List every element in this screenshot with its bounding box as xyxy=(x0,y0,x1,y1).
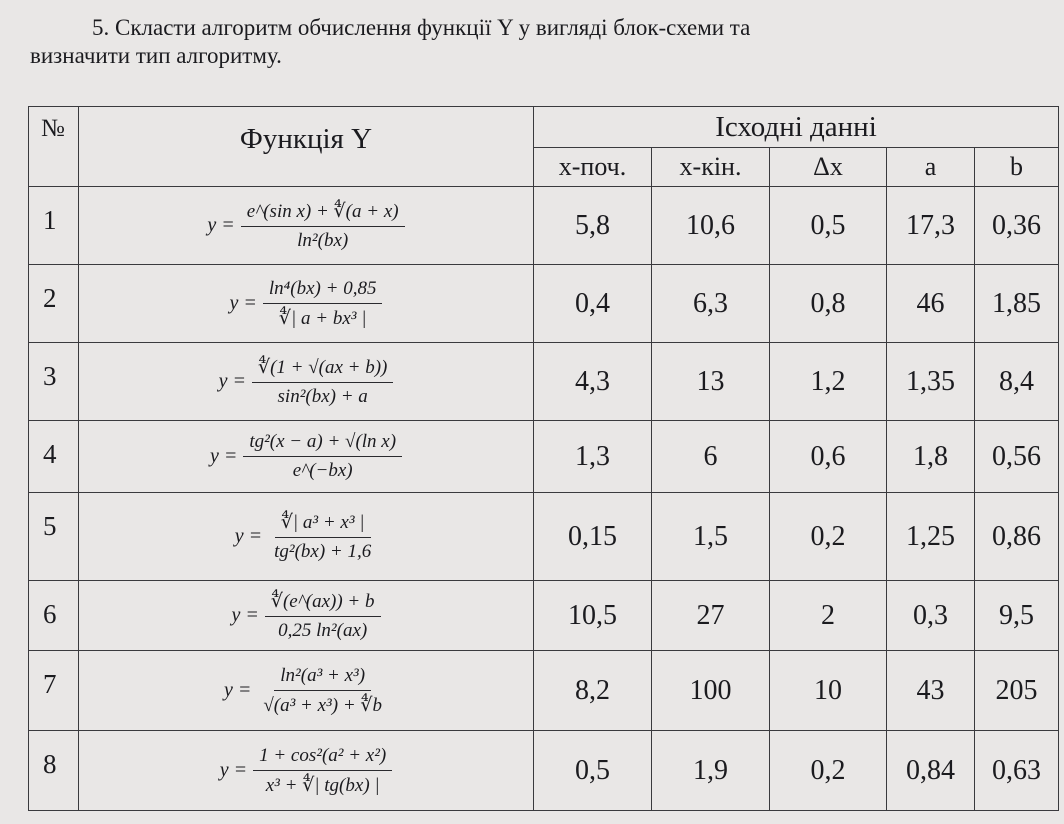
a-value: 1,8 xyxy=(887,421,975,493)
formula-lhs: y = xyxy=(231,604,259,626)
header-a: a xyxy=(887,148,975,187)
x-end-value: 6 xyxy=(652,421,770,493)
formula-lhs: y = xyxy=(229,292,257,314)
formula-cell xyxy=(79,265,534,343)
formula-cell xyxy=(79,493,534,581)
x-start-value: 0,5 xyxy=(534,731,652,811)
x-start-value: 1,3 xyxy=(534,421,652,493)
header-x-end: х-кін. xyxy=(652,148,770,187)
formula-numerator: 1 + cos²(a² + x²) xyxy=(253,745,392,771)
x-start-value: 0,15 xyxy=(534,493,652,581)
formula-numerator: ∜(1 + √(ax + b)) xyxy=(252,356,393,383)
table-row xyxy=(29,651,1059,731)
formula-denominator: sin²(bx) + a xyxy=(277,385,368,407)
table-row xyxy=(29,343,1059,421)
x-end-value: 27 xyxy=(652,581,770,651)
task-line-2: визначити тип алгоритму. xyxy=(30,43,282,68)
dx-value: 0,5 xyxy=(770,187,887,265)
header-dx: Δх xyxy=(770,148,887,187)
fraction xyxy=(241,200,405,252)
table-row xyxy=(29,581,1059,651)
x-end-value: 13 xyxy=(652,343,770,421)
row-number: 6 xyxy=(29,581,79,651)
task-statement xyxy=(30,14,1030,70)
a-value: 17,3 xyxy=(887,187,975,265)
dx-value: 10 xyxy=(770,651,887,731)
formula xyxy=(79,431,533,482)
formula-numerator: ∜| a³ + x³ | xyxy=(275,511,371,538)
dx-value: 1,2 xyxy=(770,343,887,421)
table-row xyxy=(29,187,1059,265)
a-value: 43 xyxy=(887,651,975,731)
dx-value: 0,8 xyxy=(770,265,887,343)
b-value: 0,56 xyxy=(975,421,1059,493)
dx-value: 2 xyxy=(770,581,887,651)
formula xyxy=(79,511,533,563)
a-value: 1,35 xyxy=(887,343,975,421)
x-end-value: 100 xyxy=(652,651,770,731)
row-number: 5 xyxy=(29,493,79,581)
b-value: 1,85 xyxy=(975,265,1059,343)
row-number: 4 xyxy=(29,421,79,493)
table-row xyxy=(29,265,1059,343)
header-function: Функція Y xyxy=(79,107,534,187)
formula xyxy=(79,200,533,252)
formula xyxy=(79,590,533,642)
formula-denominator: ∜| a + bx³ | xyxy=(278,307,367,329)
x-start-value: 4,3 xyxy=(534,343,652,421)
formula-denominator: tg²(bx) + 1,6 xyxy=(274,540,372,562)
formula-cell xyxy=(79,421,534,493)
formula-lhs: y = xyxy=(219,759,248,781)
table-row xyxy=(29,493,1059,581)
formula-numerator: ln⁴(bx) + 0,85 xyxy=(263,278,383,304)
row-number: 7 xyxy=(29,651,79,731)
b-value: 9,5 xyxy=(975,581,1059,651)
table-row xyxy=(29,421,1059,493)
x-start-value: 10,5 xyxy=(534,581,652,651)
formula-numerator: e^(sin x) + ∜(a + x) xyxy=(241,200,405,227)
table-row xyxy=(29,731,1059,811)
fraction xyxy=(268,511,377,563)
fraction xyxy=(243,431,402,482)
formula-denominator: e^(−bx) xyxy=(292,460,353,481)
dx-value: 0,6 xyxy=(770,421,887,493)
formula-cell xyxy=(79,187,534,265)
x-start-value: 5,8 xyxy=(534,187,652,265)
header-source-data: Ісходні данні xyxy=(534,107,1059,148)
x-end-value: 6,3 xyxy=(652,265,770,343)
formula-lhs: y = xyxy=(234,525,263,547)
fraction xyxy=(257,665,388,717)
formula xyxy=(79,665,533,717)
b-value: 0,36 xyxy=(975,187,1059,265)
header-b: b xyxy=(975,148,1059,187)
row-number: 3 xyxy=(29,343,79,421)
fraction xyxy=(265,590,381,642)
formula-cell xyxy=(79,651,534,731)
header-number: № xyxy=(29,107,79,187)
fraction xyxy=(253,745,392,797)
dx-value: 0,2 xyxy=(770,731,887,811)
x-end-value: 1,9 xyxy=(652,731,770,811)
formula-denominator: 0,25 ln²(ax) xyxy=(278,619,368,641)
formula xyxy=(79,278,533,330)
formula-lhs: y = xyxy=(218,370,246,392)
header-x-start: х-поч. xyxy=(534,148,652,187)
formula xyxy=(79,745,533,797)
row-number: 2 xyxy=(29,265,79,343)
row-number: 1 xyxy=(29,187,79,265)
a-value: 1,25 xyxy=(887,493,975,581)
variants-table xyxy=(28,106,1059,811)
formula-numerator: ln²(a³ + x³) xyxy=(274,665,371,691)
x-start-value: 8,2 xyxy=(534,651,652,731)
a-value: 0,84 xyxy=(887,731,975,811)
fraction xyxy=(252,356,393,408)
x-end-value: 1,5 xyxy=(652,493,770,581)
x-end-value: 10,6 xyxy=(652,187,770,265)
b-value: 8,4 xyxy=(975,343,1059,421)
formula-cell xyxy=(79,343,534,421)
fraction xyxy=(263,278,383,330)
formula-denominator: ln²(bx) xyxy=(297,229,349,251)
a-value: 46 xyxy=(887,265,975,343)
x-start-value: 0,4 xyxy=(534,265,652,343)
formula-cell xyxy=(79,731,534,811)
b-value: 0,63 xyxy=(975,731,1059,811)
row-number: 8 xyxy=(29,731,79,811)
formula-lhs: y = xyxy=(223,679,252,701)
formula-numerator: ∜(e^(ax)) + b xyxy=(265,590,381,617)
formula-cell xyxy=(79,581,534,651)
dx-value: 0,2 xyxy=(770,493,887,581)
task-line-1: 5. Скласти алгоритм обчислення функції Y у вигляді блок-схеми та xyxy=(92,15,751,40)
formula-numerator: tg²(x − a) + √(ln x) xyxy=(243,431,402,457)
formula-denominator: x³ + ∜| tg(bx) | xyxy=(265,774,380,796)
b-value: 0,86 xyxy=(975,493,1059,581)
b-value: 205 xyxy=(975,651,1059,731)
formula xyxy=(79,356,533,408)
formula-lhs: y = xyxy=(209,445,238,467)
formula-lhs: y = xyxy=(207,214,235,236)
formula-denominator: √(a³ + x³) + ∜b xyxy=(263,694,383,716)
a-value: 0,3 xyxy=(887,581,975,651)
